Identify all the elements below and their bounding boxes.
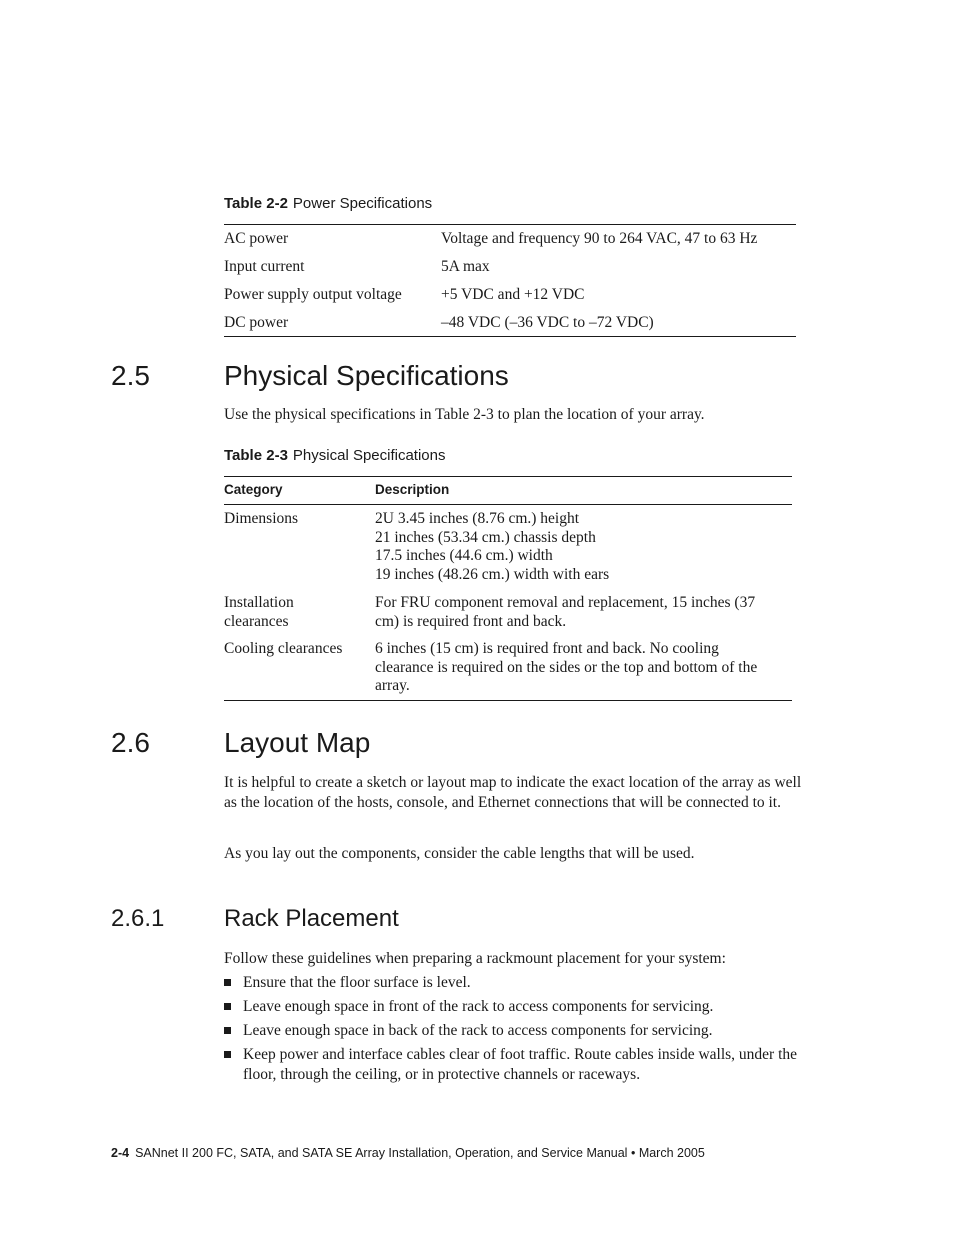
dimensions-line: 19 inches (48.26 cm.) width with ears bbox=[375, 565, 610, 583]
section-2-6-1-intro: Follow these guidelines when preparing a rackmount placement for your system: bbox=[224, 950, 726, 967]
table-2-3-top-rule bbox=[224, 476, 792, 477]
cooling-line: 6 inches (15 cm) is required front and back. No cooling bbox=[375, 640, 719, 657]
table-2-3-label: Table 2-3 bbox=[224, 447, 288, 464]
power-row-2-value: 5A max bbox=[441, 258, 490, 275]
rack-guideline-text: Leave enough space in back of the rack to access components for servicing. bbox=[243, 1022, 713, 1039]
power-row-2-item: Input current bbox=[224, 258, 305, 275]
footer-page-number: 2-4 bbox=[111, 1146, 130, 1160]
table-2-3-header-description: Description bbox=[375, 482, 450, 497]
bullet-square-icon bbox=[224, 1003, 231, 1010]
table-2-3-header-category: Category bbox=[224, 482, 283, 497]
power-row-4-value: –48 VDC (–36 VDC to –72 VDC) bbox=[441, 314, 654, 331]
section-2-6-title: Layout Map bbox=[224, 727, 371, 758]
table-2-3-header-rule bbox=[224, 504, 792, 505]
power-row-4-item: DC power bbox=[224, 314, 289, 331]
table-2-2-title: Power Specifications bbox=[292, 195, 433, 212]
rack-guideline-text: Leave enough space in front of the rack to access components for servicing. bbox=[243, 998, 714, 1015]
bullet-square-icon bbox=[224, 1027, 231, 1034]
section-2-6-1-title: Rack Placement bbox=[224, 905, 399, 932]
section-2-6-1-number: 2.6.1 bbox=[111, 905, 165, 932]
dimensions-line: 17.5 inches (44.6 cm.) width bbox=[375, 547, 553, 565]
physical-row-installation-description bbox=[375, 594, 795, 631]
table-2-3-bottom-rule bbox=[224, 700, 792, 701]
bullet-square-icon bbox=[224, 979, 231, 986]
table-2-2-label: Table 2-2 bbox=[224, 195, 288, 212]
dimensions-line: 21 inches (53.34 cm.) chassis depth bbox=[375, 528, 596, 546]
dimensions-line: 2U 3.45 inches (8.76 cm.) height bbox=[375, 510, 580, 527]
footer-separator: • bbox=[630, 1146, 636, 1160]
physical-row-dimensions-description bbox=[375, 510, 795, 584]
table-2-2-bottom-rule bbox=[224, 336, 796, 337]
physical-row-dimensions-category: Dimensions bbox=[224, 510, 299, 527]
power-row-3-value: +5 VDC and +12 VDC bbox=[441, 286, 585, 303]
section-2-5-intro: Use the physical specifications in Table 2-3 to plan the location of your array. bbox=[224, 406, 705, 423]
installation-line: cm) is required front and back. bbox=[375, 612, 567, 630]
power-row-1-item: AC power bbox=[224, 230, 289, 247]
footer-date: March 2005 bbox=[638, 1146, 705, 1160]
page-footer bbox=[111, 1146, 705, 1161]
power-row-3-item: Power supply output voltage bbox=[224, 286, 402, 303]
section-2-5-number: 2.5 bbox=[111, 360, 150, 391]
section-2-6-paragraph-2: As you lay out the components, consider the cable lengths that will be used. bbox=[224, 845, 695, 862]
rack-guideline-text: Keep power and interface cables clear of foot traffic. Route cables inside walls, under the floor, through the ceiling, or in protective channels or raceways. bbox=[243, 1046, 798, 1083]
physical-row-installation-category bbox=[224, 594, 364, 631]
section-2-5-title: Physical Specifications bbox=[224, 360, 509, 391]
table-2-3-caption bbox=[224, 447, 446, 465]
cooling-line: array. bbox=[375, 677, 410, 695]
physical-row-cooling-category: Cooling clearances bbox=[224, 640, 343, 657]
installation-line: For FRU component removal and replacement, 15 inches (37 bbox=[375, 594, 756, 611]
section-2-6-number: 2.6 bbox=[111, 727, 150, 758]
bullet-square-icon bbox=[224, 1051, 231, 1058]
table-2-3-title: Physical Specifications bbox=[292, 447, 446, 464]
installation-category-line: Installation bbox=[224, 594, 294, 611]
rack-guideline-text: Ensure that the floor surface is level. bbox=[243, 974, 471, 991]
cooling-line: clearance is required on the sides or the top and bottom of the bbox=[375, 658, 758, 676]
physical-row-cooling-description bbox=[375, 640, 795, 696]
table-2-2-top-rule bbox=[224, 224, 796, 225]
power-row-1-value: Voltage and frequency 90 to 264 VAC, 47 to 63 Hz bbox=[441, 230, 758, 247]
footer-manual-title: SANnet II 200 FC, SATA, and SATA SE Array Installation, Operation, and Service Manual bbox=[135, 1146, 628, 1160]
section-2-6-paragraph-1: It is helpful to create a sketch or layout map to indicate the exact location of the array as well as the location of the hosts, console, and Ethernet connections that will be connected to it. bbox=[224, 774, 802, 811]
table-2-2-caption bbox=[224, 195, 432, 213]
installation-category-line: clearances bbox=[224, 612, 289, 630]
